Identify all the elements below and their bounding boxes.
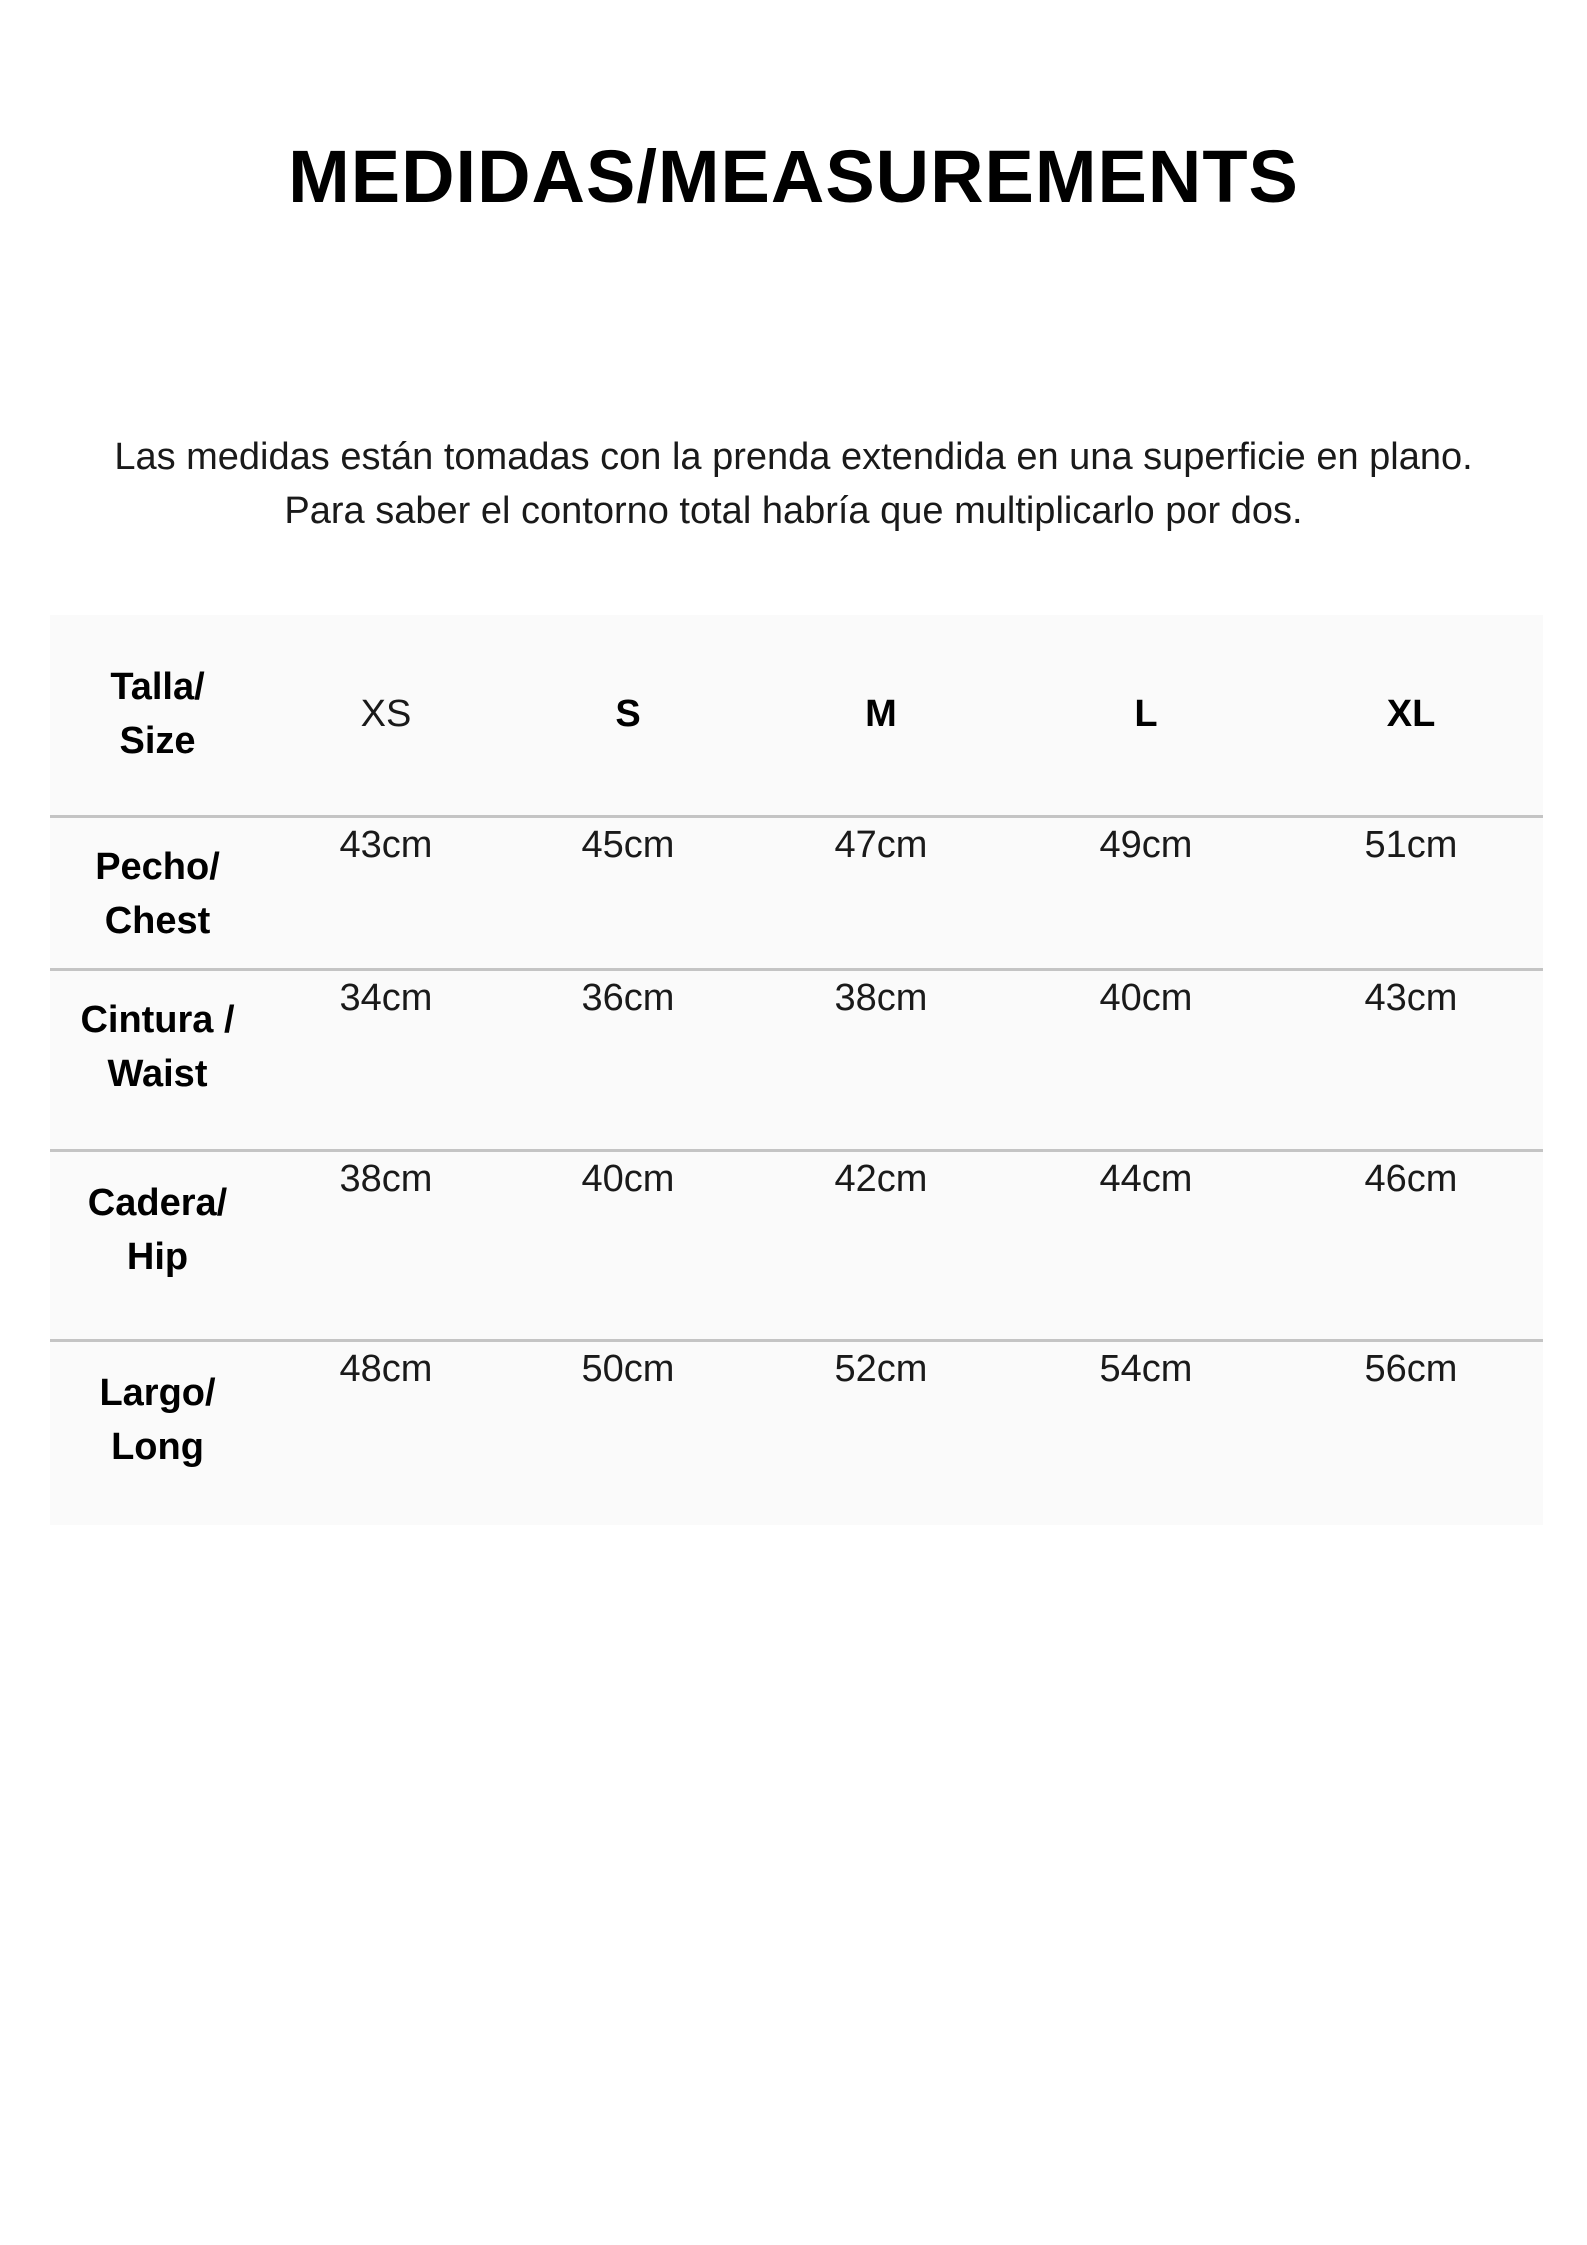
intro-line-1: Las medidas están tomadas con la prenda extendida en una superficie en plano. (114, 436, 1473, 478)
cell-long-l: 54cm (1099, 1348, 1193, 1390)
row-header-line-1: Cintura / (80, 999, 235, 1041)
cell-long-xs: 48cm (339, 1348, 433, 1390)
cell-waist-m: 38cm (834, 977, 928, 1019)
page-title: MEDIDAS/MEASUREMENTS (288, 135, 1299, 218)
cell-long-xl: 56cm (1364, 1348, 1458, 1390)
row-header-line-1: Cadera/ (87, 1182, 228, 1224)
size-header-l: L (1134, 693, 1158, 735)
cell-chest-xs: 43cm (339, 824, 433, 866)
table-row (50, 1339, 1543, 1528)
row-header-line-2: Long (111, 1426, 204, 1468)
cell-chest-xl: 51cm (1364, 824, 1458, 866)
cell-hip-s: 40cm (581, 1158, 675, 1200)
intro-line-2: Para saber el contorno total habría que multiplicarlo por dos. (284, 490, 1303, 532)
row-header-hip (50, 1176, 265, 1284)
cell-long-m: 52cm (834, 1348, 928, 1390)
table-row (50, 815, 1543, 968)
row-header-line-1: Talla/ (110, 666, 205, 708)
cell-hip-m: 42cm (834, 1158, 928, 1200)
intro-text (0, 430, 1587, 538)
size-table (50, 615, 1543, 1525)
cell-waist-s: 36cm (581, 977, 675, 1019)
cell-hip-xl: 46cm (1364, 1158, 1458, 1200)
row-header-line-1: Pecho/ (95, 846, 220, 888)
table-row (50, 1149, 1543, 1339)
size-header-xs: XS (360, 693, 412, 735)
row-header-waist (50, 993, 265, 1101)
cell-chest-l: 49cm (1099, 824, 1193, 866)
cell-chest-s: 45cm (581, 824, 675, 866)
row-header-long (50, 1366, 265, 1474)
size-header-m: M (865, 693, 897, 735)
row-header-size (50, 660, 265, 768)
row-header-line-2: Waist (107, 1053, 208, 1095)
cell-hip-xs: 38cm (339, 1158, 433, 1200)
row-header-line-2: Size (119, 720, 196, 762)
cell-hip-l: 44cm (1099, 1158, 1193, 1200)
cell-waist-xl: 43cm (1364, 977, 1458, 1019)
size-header-xl: XL (1386, 693, 1436, 735)
row-header-line-2: Chest (104, 900, 211, 942)
table-row (50, 968, 1543, 1149)
cell-waist-l: 40cm (1099, 977, 1193, 1019)
row-header-line-2: Hip (126, 1236, 189, 1278)
cell-long-s: 50cm (581, 1348, 675, 1390)
size-header-s: S (615, 693, 641, 735)
table-header-row (50, 615, 1543, 815)
cell-chest-m: 47cm (834, 824, 928, 866)
cell-waist-xs: 34cm (339, 977, 433, 1019)
row-header-line-1: Largo/ (99, 1372, 216, 1414)
row-header-chest (50, 840, 265, 948)
